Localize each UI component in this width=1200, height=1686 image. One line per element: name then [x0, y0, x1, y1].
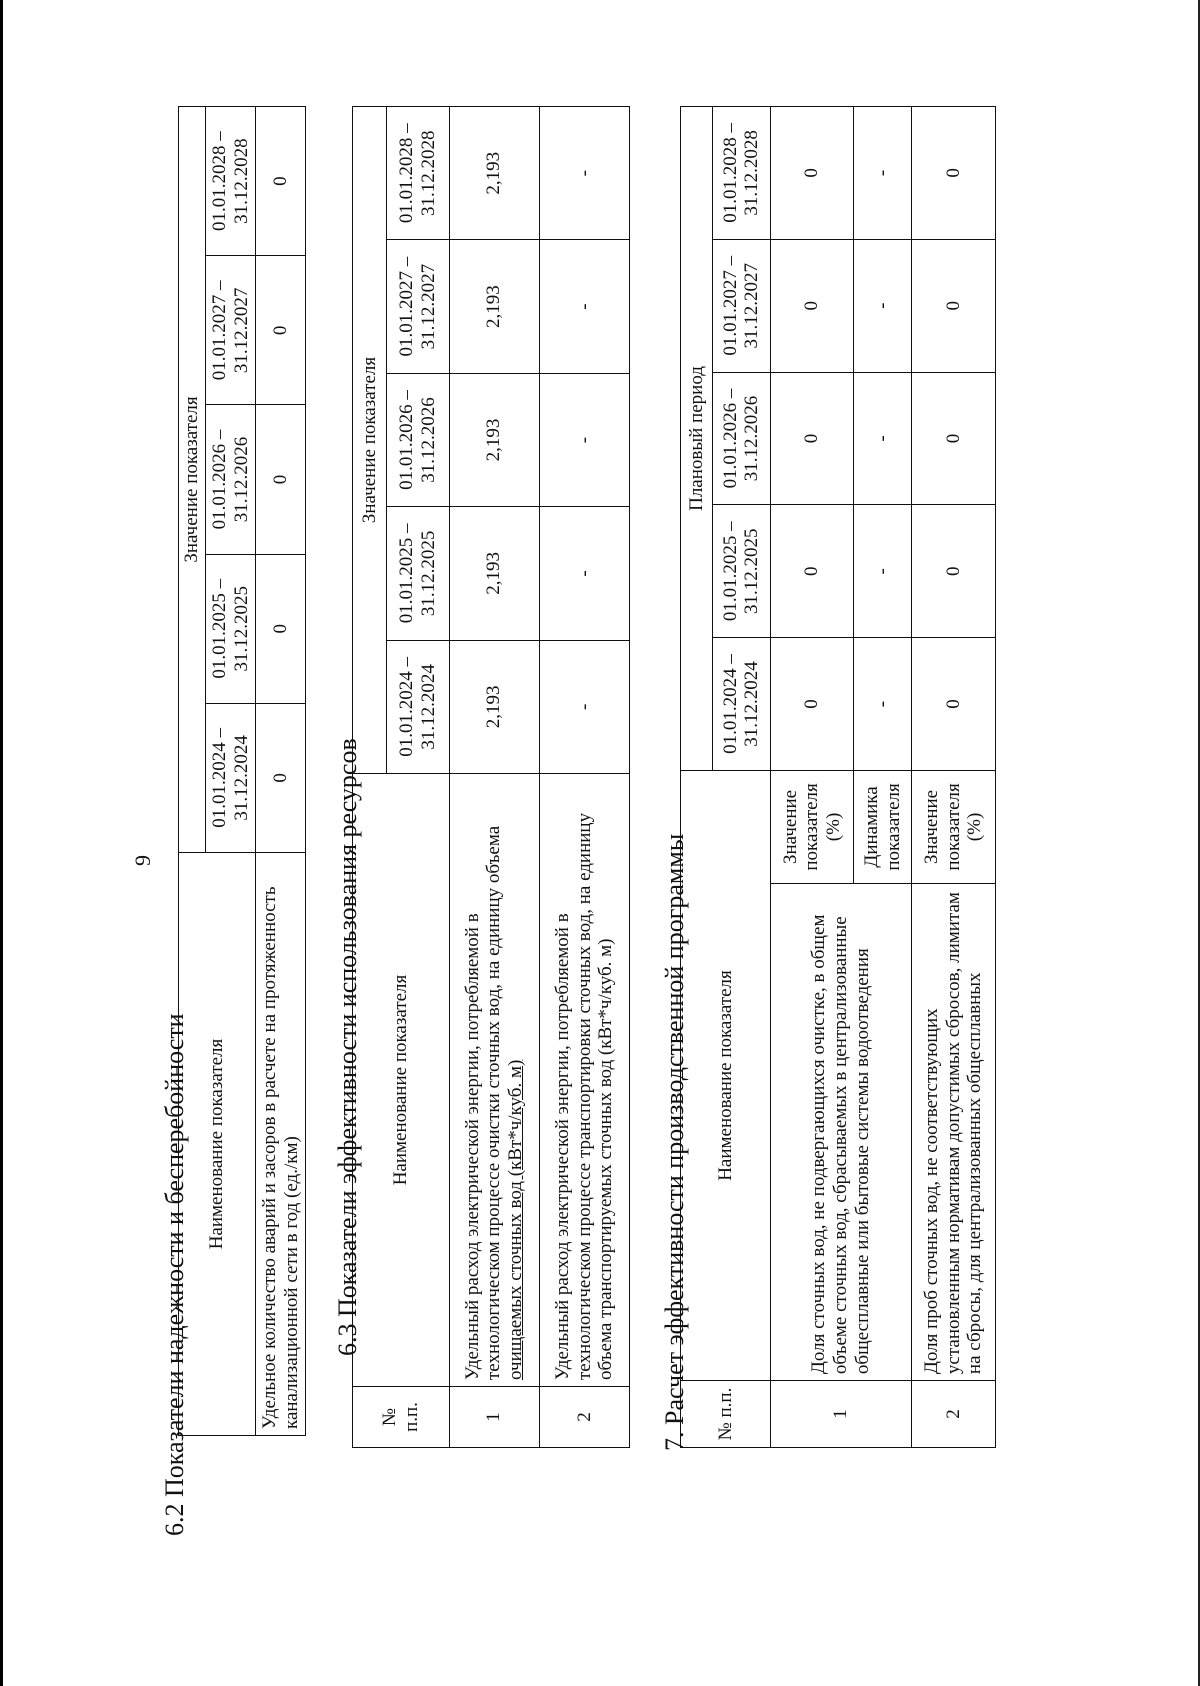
t63-row1-no: 1 — [449, 1387, 539, 1448]
table-row — [449, 107, 539, 1448]
t7-row2-sub1-value-2: 0 — [912, 505, 996, 638]
t63-row2-name: Удельный расход электрической энергии, потребляемой в технологическом процессе транспортировки сточных вод, на единицу объема транспортируемых сточных вод (кВт*ч/куб. м) — [539, 774, 629, 1387]
t7-row2-sub1-value-5: 0 — [912, 107, 996, 240]
table-6-2 — [178, 106, 306, 1436]
table-row — [770, 107, 854, 1448]
table-row — [256, 107, 306, 1436]
t7-period-1: 01.01.2024 – 31.12.2024 — [712, 638, 770, 771]
table-7 — [680, 106, 996, 1448]
t7-row1-sub2-value-4: - — [854, 239, 912, 372]
t7-row1-sub1-value-5: 0 — [770, 107, 854, 240]
t63-row2-value-5: - — [539, 107, 629, 240]
t62-header-name: Наименование показателя — [179, 853, 256, 1436]
t7-row1-sub1-label: Значение показателя (%) — [770, 770, 854, 883]
t63-header-value: Значение показателя — [353, 107, 387, 774]
t7-row1-sub1-value-1: 0 — [770, 638, 854, 771]
t7-period-2: 01.01.2025 – 31.12.2025 — [712, 505, 770, 638]
table-row — [912, 107, 996, 1448]
t62-period-1: 01.01.2024 – 31.12.2024 — [206, 703, 256, 852]
t7-row2-sub1-label: Значение показателя (%) — [912, 770, 996, 883]
t7-row2-no: 2 — [912, 1381, 996, 1448]
t62-period-2: 01.01.2025 – 31.12.2025 — [206, 554, 256, 703]
t63-period-5: 01.01.2028 – 31.12.2028 — [387, 107, 449, 240]
t63-row1-value-2: 2,193 — [449, 507, 539, 640]
t7-row1-sub1-value-4: 0 — [770, 239, 854, 372]
t7-row1-sub2-value-2: - — [854, 505, 912, 638]
t7-row2-sub1-value-3: 0 — [912, 372, 996, 505]
t7-row1-sub2-value-3: - — [854, 372, 912, 505]
t62-row-name: Удельное количество аварий и засоров в расчете на протяженность канализационной сети в год (ед./км) — [256, 853, 306, 1436]
t7-row2-sub1-value-4: 0 — [912, 239, 996, 372]
t63-row2-value-2: - — [539, 507, 629, 640]
page-number: 9 — [130, 855, 155, 866]
t7-row2-name: Доля проб сточных вод, не соответствующих установленным нормативам допустимых сбросов, лимитам на сбросы, для централизованных общесплавных — [912, 883, 996, 1380]
t63-row1-value-4: 2,193 — [449, 240, 539, 373]
t62-value-3: 0 — [256, 405, 306, 554]
t62-header-value: Значение показателя — [179, 107, 206, 853]
t62-period-3: 01.01.2026 – 31.12.2026 — [206, 405, 256, 554]
t7-row1-no: 1 — [770, 1381, 912, 1448]
t7-period-4: 01.01.2027 – 31.12.2027 — [712, 239, 770, 372]
t7-period-3: 01.01.2026 – 31.12.2026 — [712, 372, 770, 505]
t63-row2-value-1: - — [539, 640, 629, 773]
t7-header-period: Плановый период — [681, 107, 713, 771]
t63-period-1: 01.01.2024 – 31.12.2024 — [387, 640, 449, 773]
t7-row1-sub2-value-1: - — [854, 638, 912, 771]
t63-row1-value-3: 2,193 — [449, 373, 539, 506]
t7-row1-sub2-label: Динамика показателя — [854, 770, 912, 883]
table-6-3 — [352, 106, 630, 1448]
t62-value-5: 0 — [256, 107, 306, 256]
section-6-3-title: 6.3 Показатели эффективности использования ресурсов — [333, 738, 362, 1356]
t63-row2-no: 2 — [539, 1387, 629, 1448]
t63-row1-name: Удельный расход электрической энергии, потребляемой в технологическом процессе очистки сточных вод, на единицу объема очищаемых сточных вод (кВт*ч/куб. м) — [449, 774, 539, 1387]
t62-value-4: 0 — [256, 256, 306, 405]
table-row — [539, 107, 629, 1448]
t62-period-4: 01.01.2027 – 31.12.2027 — [206, 256, 256, 405]
t63-period-3: 01.01.2026 – 31.12.2026 — [387, 373, 449, 506]
t7-header-name: Наименование показателя — [681, 770, 771, 1380]
t7-row1-sub2-value-5: - — [854, 107, 912, 240]
t7-period-5: 01.01.2028 – 31.12.2028 — [712, 107, 770, 240]
t7-row2-sub1-value-1: 0 — [912, 638, 996, 771]
t62-period-5: 01.01.2028 – 31.12.2028 — [206, 107, 256, 256]
t62-value-2: 0 — [256, 554, 306, 703]
section-7-title: 7. Расчет эффективности производственной программы — [660, 833, 689, 1451]
t63-row2-value-3: - — [539, 373, 629, 506]
t7-header-no: № п.п. — [681, 1381, 771, 1448]
t63-row2-value-4: - — [539, 240, 629, 373]
t63-period-4: 01.01.2027 – 31.12.2027 — [387, 240, 449, 373]
t63-row1-value-1: 2,193 — [449, 640, 539, 773]
t7-row1-sub1-value-2: 0 — [770, 505, 854, 638]
t63-header-name: Наименование показателя — [353, 774, 450, 1387]
section-6-2-title: 6.2 Показатели надежности и бесперебойности — [160, 1013, 189, 1536]
t63-row1-value-5: 2,193 — [449, 107, 539, 240]
t63-period-2: 01.01.2025 – 31.12.2025 — [387, 507, 449, 640]
t7-row1-name: Доля сточных вод, не подвергающихся очистке, в общем объеме сточных вод, сбрасываемых в централизованные общесплавные или бытовые системы водоотведения — [770, 883, 912, 1380]
t62-value-1: 0 — [256, 703, 306, 852]
t63-header-no: № п.п. — [353, 1387, 450, 1448]
t7-row1-sub1-value-3: 0 — [770, 372, 854, 505]
